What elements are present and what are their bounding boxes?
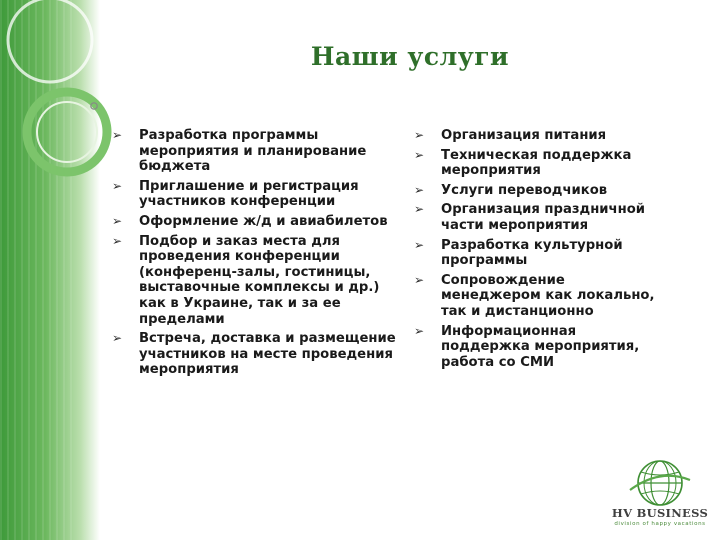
list-item-text: Информационная поддержка мероприятия, работа со СМИ <box>441 323 640 370</box>
list-item <box>414 148 660 179</box>
arrowhead-bullet-icon: ➢ <box>414 272 425 287</box>
logo-name: HV BUSINESS <box>611 506 709 520</box>
list-item-text: Оформление ж/д и авиабилетов <box>139 213 388 229</box>
list-item <box>112 214 402 230</box>
list-item <box>414 273 660 320</box>
ring-top-icon <box>8 0 92 82</box>
list-item-text: Разработка программы мероприятия и планирование бюджета <box>139 128 367 175</box>
company-logo <box>604 458 716 538</box>
arrowhead-bullet-icon: ➢ <box>414 323 425 338</box>
list-item <box>414 238 660 269</box>
slide-title: Наши услуги <box>310 42 510 71</box>
logo-tagline: division of happy vacations <box>614 521 706 527</box>
list-item-text: Подбор и заказ места для проведения конференции (конференц-залы, гостиницы, выставочные комплексы и др.) как в Украине, так и за ее пределами <box>139 233 380 327</box>
list-item <box>112 128 402 175</box>
services-list-right <box>414 128 660 374</box>
list-item-text: Услуги переводчиков <box>441 182 608 198</box>
list-item-text: Сопровождение менеджером как локально, так и дистанционно <box>441 272 655 319</box>
arrowhead-bullet-icon: ➢ <box>112 178 123 193</box>
list-item <box>112 234 402 328</box>
arrowhead-bullet-icon: ➢ <box>112 233 123 248</box>
list-item <box>414 324 660 371</box>
list-item-text: Разработка культурной программы <box>441 237 623 269</box>
arrowhead-bullet-icon: ➢ <box>112 128 123 142</box>
arrowhead-bullet-icon: ➢ <box>414 128 425 142</box>
globe-icon <box>628 458 692 508</box>
arrowhead-bullet-icon: ➢ <box>112 331 123 346</box>
list-item <box>414 128 660 144</box>
list-item <box>112 179 402 210</box>
list-item <box>414 183 660 199</box>
arrowhead-bullet-icon: ➢ <box>112 213 123 228</box>
ring-inner-icon <box>37 102 97 162</box>
list-item-text: Организация питания <box>441 128 607 143</box>
list-item-text: Встреча, доставка и размещение участников на месте проведения мероприятия <box>139 331 396 378</box>
arrowhead-bullet-icon: ➢ <box>414 202 425 217</box>
list-item <box>112 331 402 378</box>
arrowhead-bullet-icon: ➢ <box>414 237 425 252</box>
list-item <box>414 202 660 233</box>
arrowhead-bullet-icon: ➢ <box>414 182 425 197</box>
services-list-left <box>112 128 402 382</box>
ring-large-icon <box>27 92 107 172</box>
list-item-text: Приглашение и регистрация участников конференции <box>139 178 359 210</box>
list-item-text: Организация праздничной части мероприятия <box>441 202 646 233</box>
arrowhead-bullet-icon: ➢ <box>414 147 425 162</box>
list-item-text: Техническая поддержка мероприятия <box>441 147 632 179</box>
